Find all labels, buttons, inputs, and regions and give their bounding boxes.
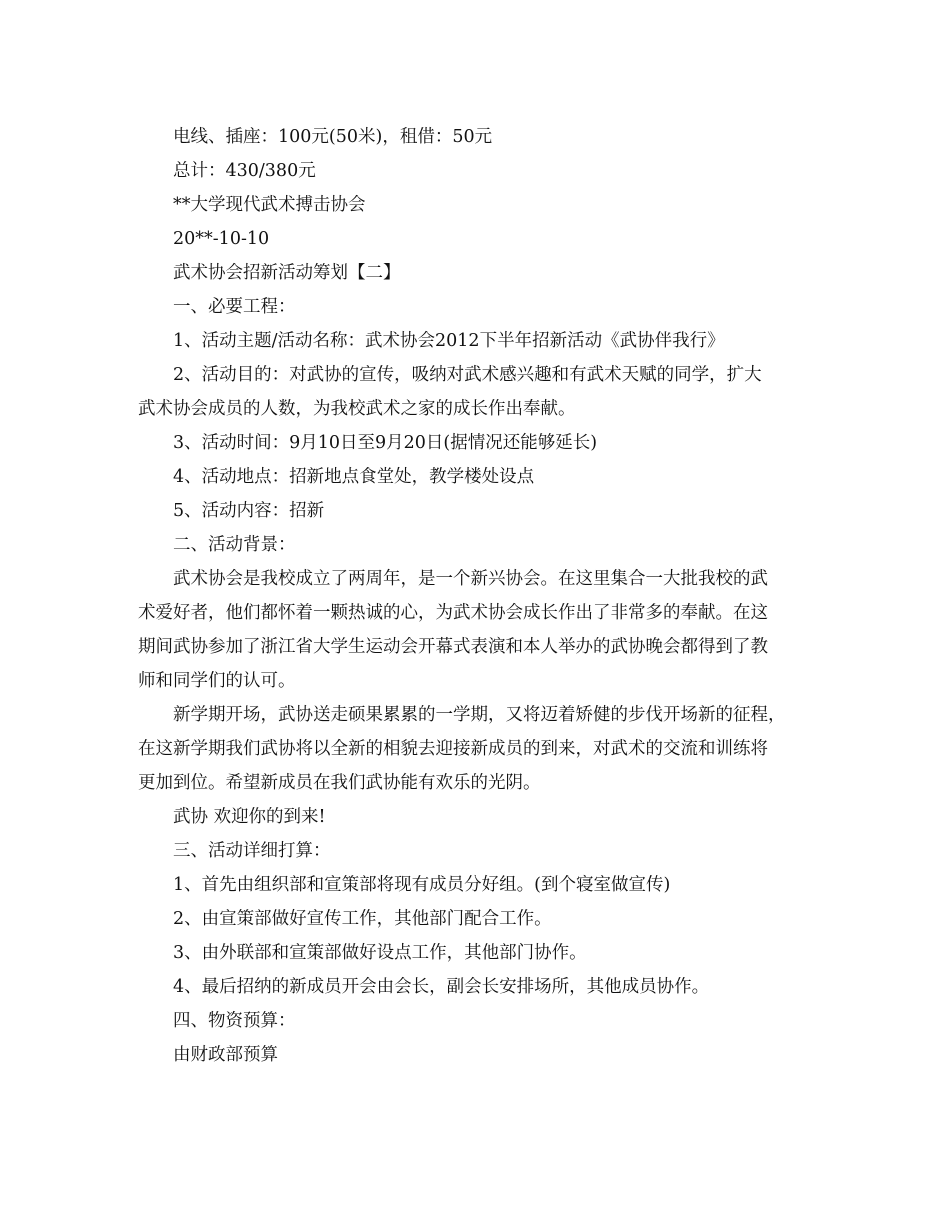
item-theme: 1、活动主题/活动名称：武术协会2012下半年招新活动《武协伴我行》 [173,331,725,351]
heading-budget: 四、物资预算： [173,1011,296,1031]
background-2-line-2: 在这新学期我们武协将以全新的相貌去迎接新成员的到来，对武术的交流和训练将 [138,739,768,759]
heading-required: 一、必要工程： [173,297,296,317]
item-content: 5、活动内容：招新 [173,501,325,521]
text-line-wire: 电线、插座：100元(50米)，租借：50元 [173,127,493,147]
item-goal-line-1: 2、活动目的：对武协的宣传，吸纳对武术感兴趣和有武术天赋的同学，扩大 [173,365,762,385]
budget-line: 由财政部预算 [173,1045,278,1065]
section-title: 武术协会招新活动筹划【二】 [173,263,401,283]
heading-plan: 三、活动详细打算： [173,841,331,861]
background-1-line-4: 师和同学们的认可。 [138,671,296,691]
background-paragraph-2 [138,698,818,800]
document-body [138,120,818,1072]
background-2-line-1: 新学期开场，武协送走硕果累累的一学期，又将迈着矫健的步伐开场新的征程， [173,705,786,725]
plan-item-3: 3、由外联部和宣策部做好设点工作，其他部门协作。 [173,943,587,963]
heading-background: 二、活动背景： [173,535,296,555]
plan-item-2: 2、由宣策部做好宣传工作，其他部门配合工作。 [173,909,552,929]
background-1-line-2: 术爱好者，他们都怀着一颗热诚的心，为武术协会成长作出了非常多的奉献。在这 [138,603,768,623]
item-goal-line-2: 武术协会成员的人数，为我校武术之家的成长作出奉献。 [138,399,576,419]
background-paragraph-1 [138,562,818,698]
plan-item-1: 1、首先由组织部和宣策部将现有成员分好组。(到个寝室做宣传) [173,875,671,895]
text-line-total: 总计：430/380元 [173,161,316,181]
item-goal-paragraph [138,358,818,426]
background-1-line-3: 期间武协参加了浙江省大学生运动会开幕式表演和本人举办的武协晚会都得到了教 [138,637,768,657]
item-location: 4、活动地点：招新地点食堂处，教学楼处设点 [173,467,535,487]
background-2-line-3: 更加到位。希望新成员在我们武协能有欢乐的光阴。 [138,773,541,793]
item-time: 3、活动时间：9月10日至9月20日(据情况还能够延长) [173,433,598,453]
welcome-line: 武协 欢迎你的到来! [173,807,326,827]
text-line-date: 20**-10-10 [173,229,270,249]
text-line-association: **大学现代武术搏击协会 [173,195,366,215]
plan-item-4: 4、最后招纳的新成员开会由会长，副会长安排场所，其他成员协作。 [173,977,710,997]
background-1-line-1: 武术协会是我校成立了两周年，是一个新兴协会。在这里集合一大批我校的武 [173,569,768,589]
